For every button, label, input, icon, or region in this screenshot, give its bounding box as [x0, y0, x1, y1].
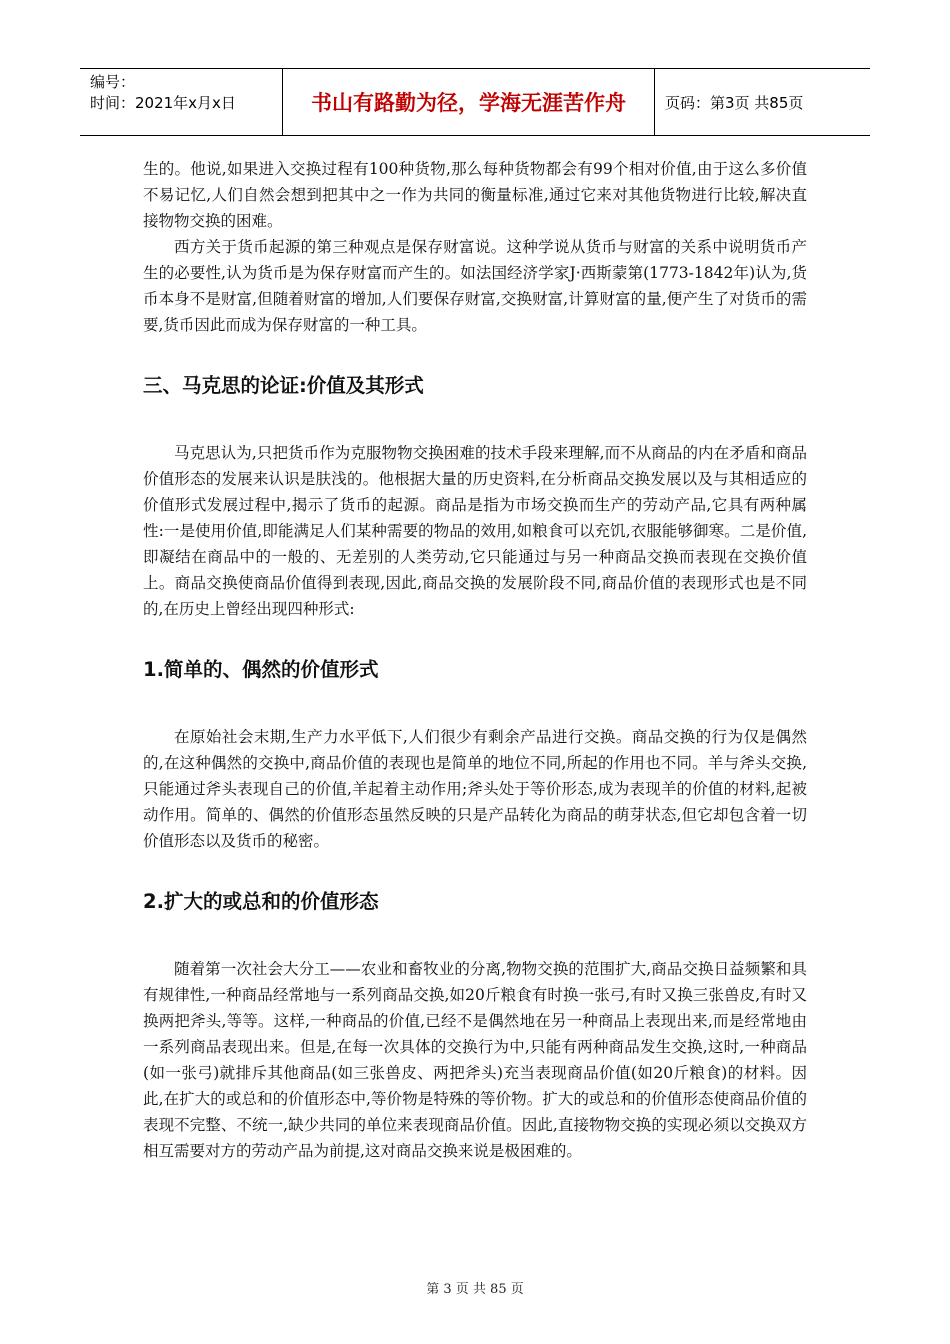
page-footer: 第 3 页 共 85 页 — [426, 1282, 524, 1297]
page-header — [80, 68, 870, 136]
subheading-form-2: 2.扩大的或总和的价值形态 — [143, 890, 379, 913]
paragraph-2: 西方关于货币起源的第三种观点是保存财富说。这种学说从货币与财富的关系中说明货币产生的必要性,认为货币是为保存财富而产生的。如法国经济学家J·西斯蒙第(1773-1842年)认为,货币本身不是财富,但随着财富的增加,人们要保存财富,交换财富,计算财富的量,便产生了对货币的需要,货币因此而成为保存财富的一种工具。 — [143, 238, 807, 334]
document-body — [143, 156, 807, 1164]
paragraph-5: 随着第一次社会大分工——农业和畜牧业的分离,物物交换的范围扩大,商品交换日益频繁和具有规律性,一种商品经常地与一系列商品交换,如20斤粮食有时换一张弓,有时又换三张兽皮,有时又换两把斧头,等等。这样,一种商品的价值,已经不是偶然地在另一种商品上表现出来,而是经常地由一系列商品表现出来。但是,在每一次具体的交换行为中,只能有两种商品发生交换,这时,一种商品(如一张弓)就排斥其他商品(如三张兽皮、两把斧头)充当表现商品价值(如20斤粮食)的材料。因此,在扩大的或总和的价值形态中,等价物是特殊的等价物。扩大的或总和的价值形态使商品价值的表现不完整、不统一,缺少共同的单位来表现商品价值。因此,直接物物交换的实现必须以交换双方相互需要对方的劳动产品为前提,这对商品交换来说是极困难的。 — [143, 960, 807, 1160]
paragraph-4: 在原始社会末期,生产力水平低下,人们很少有剩余产品进行交换。商品交换的行为仅是偶然的,在这种偶然的交换中,商品价值的表现也是简单的地位不同,所起的作用也不同。羊与斧头交换,只能通过斧头表现自己的价值,羊起着主动作用;斧头处于等价形态,成为表现羊的价值的材料,起被动作用。简单的、偶然的价值形态虽然反映的只是产品转化为商品的萌芽状态,但它却包含着一切价值形态以及货币的秘密。 — [143, 728, 807, 850]
header-motto: 书山有路勤为径，学海无涯苦作舟 — [283, 69, 655, 135]
paragraph-1: 生的。他说,如果进入交换过程有100种货物,那么每种货物都会有99个相对价值,由于这么多价值不易记忆,人们自然会想到把其中之一作为共同的衡量标准,通过它来对其他货物进行比较,解决直接物物交换的困难。 — [143, 160, 807, 230]
number-label: 编号： — [90, 73, 136, 91]
header-meta — [80, 69, 283, 135]
subheading-form-1: 1.简单的、偶然的价值形式 — [143, 658, 379, 681]
time-label: 时间：2021年x月x日 — [90, 94, 236, 112]
section-heading-3: 三、马克思的论证:价值及其形式 — [143, 374, 424, 397]
paragraph-3: 马克思认为,只把货币作为克服物物交换困难的技术手段来理解,而不从商品的内在矛盾和商品价值形态的发展来认识是肤浅的。他根据大量的历史资料,在分析商品交换发展以及与其相适应的价值形式发展过程中,揭示了货币的起源。商品是指为市场交换而生产的劳动产品,它具有两种属性:一是使用价值,即能满足人们某种需要的物品的效用,如粮食可以充饥,衣服能够御寒。二是价值,即凝结在商品中的一般的、无差别的人类劳动,它只能通过与另一种商品交换而表现在交换价值上。商品交换使商品价值得到表现,因此,商品交换的发展阶段不同,商品价值的表现形式也是不同的,在历史上曾经出现四种形式: — [143, 444, 807, 618]
header-page-info: 页码：第3页 共85页 — [665, 93, 804, 112]
